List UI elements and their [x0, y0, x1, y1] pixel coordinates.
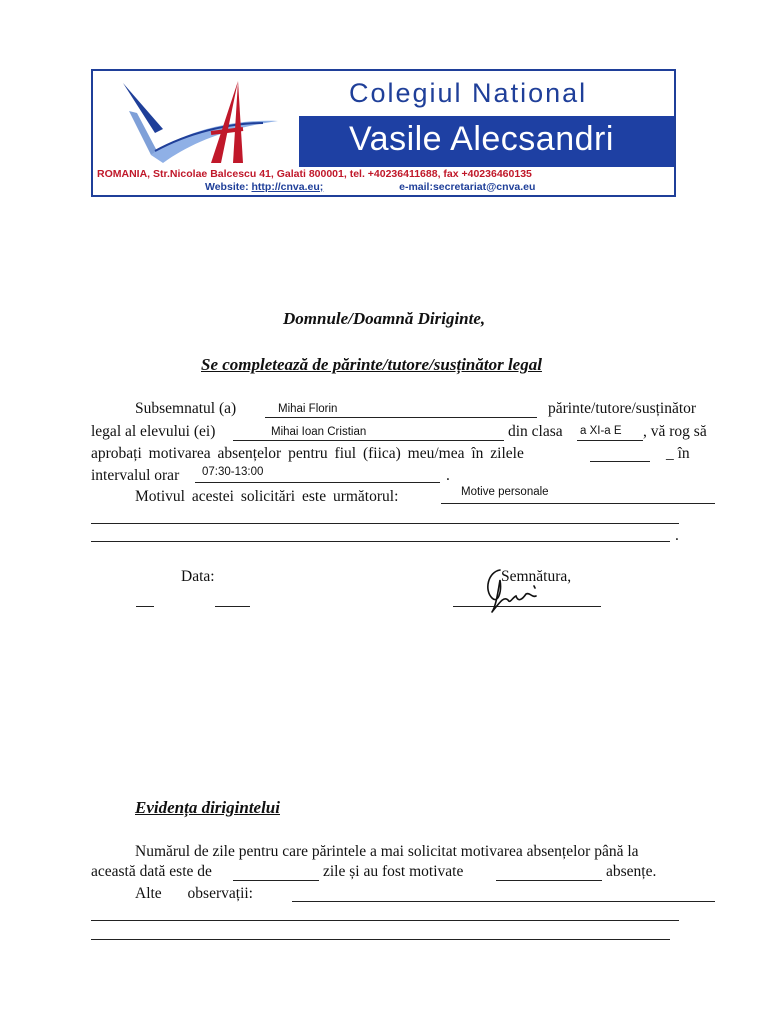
- school-contact: [205, 181, 535, 193]
- role-label: părinte/tutore/susținător: [548, 400, 697, 417]
- school-logo-icon: [93, 71, 299, 167]
- school-name-line1: Colegiul National: [349, 78, 588, 108]
- interval-label: intervalul orar: [91, 467, 180, 484]
- website-link[interactable]: http://cnva.eu;: [251, 181, 324, 193]
- website-label: Website:: [205, 181, 249, 193]
- parent-name-line: [265, 417, 537, 418]
- parent-name-field[interactable]: Mihai Florin: [278, 403, 338, 415]
- date-month-line: [215, 606, 250, 607]
- alte-observatii-label: Alte observații:: [135, 885, 253, 902]
- class-label: din clasa: [508, 423, 563, 440]
- email-address[interactable]: e-mail:secretariat@cnva.eu: [399, 181, 536, 193]
- absence-request-text: aprobați motivarea absențelor pentru fiul (fiica) meu/mea în zilele: [91, 445, 524, 462]
- motiv-extra-line-2: [91, 541, 670, 542]
- zile-line: [233, 880, 319, 881]
- school-name-top: [299, 71, 674, 116]
- section-diriginte-title: Evidența dirigintelui: [135, 798, 280, 817]
- diriginte-line2a: această dată este de: [91, 863, 212, 880]
- diriginte-line2b: zile și au fost motivate: [323, 863, 464, 880]
- observatii-line-3: [91, 939, 670, 940]
- student-name-field[interactable]: Mihai Ioan Cristian: [271, 426, 367, 438]
- observatii-line-2: [91, 920, 679, 921]
- salutation: Domnule/Doamnă Diriginte,: [283, 309, 486, 328]
- section-parent-title: Se completează de părinte/tutore/susținător legal: [201, 355, 542, 374]
- school-address: ROMANIA, Str.Nicolae Balcescu 41, Galati 800001, tel. +40236411688, fax +40236460135: [97, 168, 532, 180]
- data-label: Data:: [181, 568, 215, 585]
- motiv-field[interactable]: Motive personale: [461, 486, 549, 498]
- in-label: _ în: [666, 445, 690, 462]
- diriginte-line2c: absențe.: [606, 863, 657, 880]
- interval-line: [195, 482, 440, 483]
- student-name-line: [233, 440, 504, 441]
- diriginte-line1: Numărul de zile pentru care părintele a mai solicitat motivarea absențelor până la: [135, 843, 639, 860]
- school-name-line2: Vasile Alecsandri: [349, 120, 614, 158]
- school-name-band: [299, 116, 674, 167]
- motiv-extra-line-1: [91, 523, 679, 524]
- handwritten-signature: [478, 562, 548, 616]
- semnatura-label: Semnătura,: [501, 568, 572, 585]
- class-line: [577, 440, 643, 441]
- school-header-banner: [91, 69, 676, 197]
- subsemnatul-label: Subsemnatul (a): [135, 400, 237, 417]
- legal-label: legal al elevului (ei): [91, 423, 216, 440]
- days-line: [590, 461, 650, 462]
- observatii-line-1: [292, 901, 715, 902]
- interval-field[interactable]: 07:30-13:00: [202, 466, 264, 478]
- motivate-line: [496, 880, 602, 881]
- rog-label: , vă rog să: [643, 423, 707, 440]
- motiv-label: Motivul acestei solicitări este următorul:: [135, 488, 399, 505]
- date-day-line: [136, 606, 154, 607]
- school-logo: [93, 71, 299, 167]
- motiv-line: [441, 503, 715, 504]
- class-field[interactable]: a XI-a E: [580, 425, 622, 437]
